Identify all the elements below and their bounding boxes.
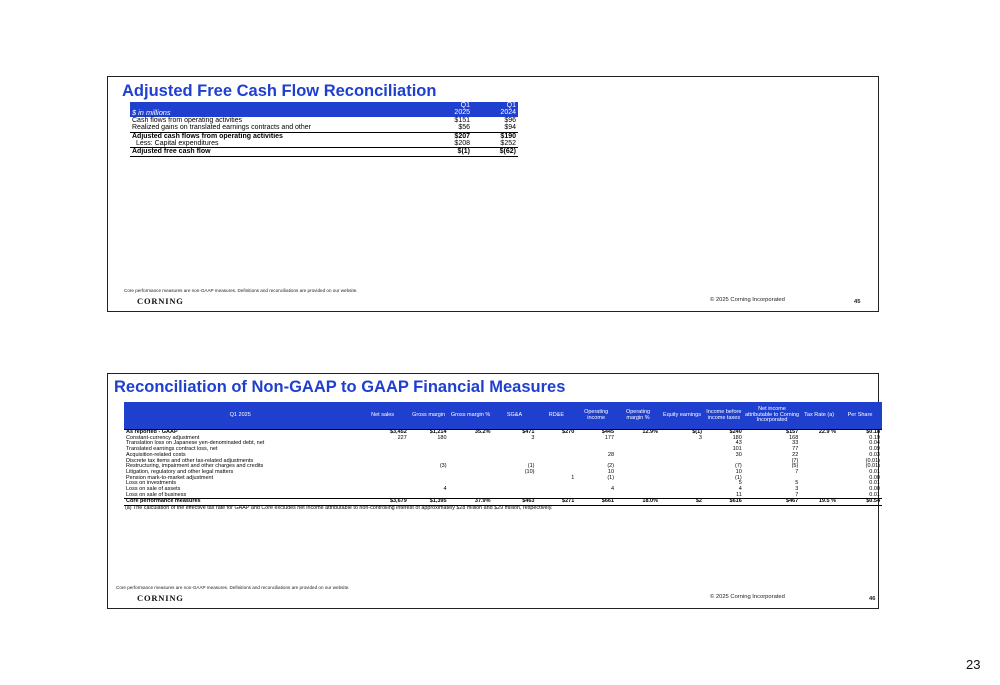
table-row: [130, 117, 518, 124]
row-label: Loss on investments: [126, 480, 177, 487]
cell: (1): [527, 463, 535, 470]
cell: 43: [735, 440, 742, 447]
cell: (10): [524, 468, 535, 475]
row-label: Adjusted free cash flow: [130, 148, 426, 156]
cell: $(1): [426, 148, 472, 156]
cell: 180: [732, 434, 742, 441]
slide-page-number: 45: [854, 299, 861, 305]
row-label: Loss on sale of assets: [126, 486, 181, 493]
unit-label: $ in millions: [130, 102, 426, 117]
slide-page-number: 46: [869, 596, 876, 602]
row-label: Loss on sale of business: [126, 491, 187, 498]
column-header: Income before income taxes: [704, 402, 744, 430]
cell: $157: [744, 430, 801, 436]
corning-logo: CORNING: [137, 296, 184, 306]
cell: $463: [493, 499, 537, 506]
cell: 11: [736, 491, 742, 498]
slide-title: Adjusted Free Cash Flow Reconciliation: [122, 82, 437, 100]
row-label: Translation loss on Japanese yen-denominated debt, net: [126, 440, 265, 447]
column-header: Gross margin %: [449, 402, 493, 430]
cell: $1,214: [409, 430, 449, 436]
cell: $0.54: [838, 499, 882, 506]
corning-logo: CORNING: [137, 593, 184, 603]
cell: 12.9%: [616, 430, 660, 436]
cell: (0.01): [865, 457, 880, 464]
row-label: Translated earnings contract loss, net: [126, 446, 218, 453]
cell: (7): [735, 463, 742, 470]
free-cash-flow-table: [130, 102, 518, 157]
cell: 0.04: [869, 440, 880, 447]
slide-45: [107, 76, 879, 312]
document-page-number: 23: [966, 657, 981, 672]
cell: 3: [531, 434, 535, 441]
column-header: Operating margin %: [616, 402, 660, 430]
column-header: Q1 2025: [426, 102, 472, 117]
cell: 5: [795, 480, 799, 487]
cell: $467: [744, 499, 801, 506]
cell: 0.01: [869, 468, 880, 475]
row-label: Litigation, regulatory and other legal matters: [126, 468, 234, 475]
cell: 4: [610, 486, 615, 493]
cell: $(62): [472, 148, 518, 156]
cell: $3,452: [356, 430, 408, 436]
column-header: RD&E: [536, 402, 576, 430]
row-label: Restructuring, impairment and other charges and credits: [126, 463, 264, 470]
row-label: Realized gains on translated earnings contracts and other: [132, 124, 311, 132]
cell: (0.01): [865, 463, 880, 470]
cell: 168: [789, 434, 799, 441]
cell: $471: [493, 430, 537, 436]
column-header: Per Share: [838, 402, 882, 430]
cell: (1): [607, 474, 615, 481]
cell: 3: [795, 486, 799, 493]
cell: $271: [536, 499, 576, 506]
cell: $1,395: [409, 499, 449, 506]
row-label: Constant-currency adjustment: [126, 434, 200, 441]
cell: (7): [791, 457, 799, 464]
copyright: © 2025 Corning Incorporated: [710, 594, 785, 600]
cell: 0.09: [869, 446, 880, 453]
row-label: Discrete tax items and other tax-related adjustments: [126, 457, 254, 464]
cell: 4: [738, 486, 742, 493]
cell: (5): [791, 463, 799, 470]
cell: 33: [792, 440, 799, 447]
cell: 0.00: [869, 474, 880, 481]
cell: $151: [454, 116, 470, 124]
column-header: SG&A: [493, 402, 537, 430]
table-row: [130, 124, 518, 132]
cell: $2: [660, 499, 704, 506]
cell: 4: [443, 486, 447, 493]
cell: 19.5 %: [800, 499, 838, 506]
table-row: [130, 140, 518, 148]
column-header: Tax Rate (a): [800, 402, 838, 430]
cell: 10: [735, 468, 742, 475]
cell: 18.0%: [616, 499, 660, 506]
row-label: Acquisition-related costs: [126, 451, 186, 458]
cell: 10: [607, 468, 615, 475]
table-header-row: [130, 102, 518, 117]
cell: 0.01: [869, 480, 880, 487]
row-label: Core performance measures: [124, 499, 356, 506]
row-label: Adjusted cash flows from operating activities: [130, 132, 426, 140]
cell: 227: [397, 434, 407, 441]
cell: $270: [536, 430, 576, 436]
cell: 0.01: [869, 491, 880, 498]
cell: (2): [607, 463, 615, 470]
cell: $(1): [660, 430, 704, 436]
cell: 177: [604, 434, 615, 441]
cell: $0.18: [838, 430, 882, 436]
cell: 5: [738, 480, 742, 487]
tax-rate-note: (a) The calculation of the effective tax rate for GAAP and Core excludes net income attributable to non-controlling interest of approximately $28 million and $29 million, respectively.: [125, 505, 553, 511]
cell: 28: [607, 451, 615, 458]
table-header-row: [124, 402, 882, 430]
cell: 0.00: [869, 486, 880, 493]
cell: $661: [576, 499, 616, 506]
cell: 30: [735, 451, 742, 458]
row-label: Cash flows from operating activities: [132, 116, 243, 124]
row-label: As reported - GAAP: [124, 430, 356, 436]
footnote: Core performance measures are non-GAAP measures. Definitions and reconciliations are provided on our website.: [116, 585, 350, 590]
column-header: Operating income: [576, 402, 616, 430]
slide-title: Reconciliation of Non-GAAP to GAAP Financial Measures: [114, 378, 566, 396]
cell: $208: [454, 140, 470, 148]
cell: (1): [735, 474, 742, 481]
slide-46: [107, 373, 879, 609]
cell: 22: [792, 451, 799, 458]
cell: $190: [472, 132, 518, 140]
copyright: © 2025 Corning Incorporated: [710, 297, 785, 303]
cell: 37.9%: [449, 499, 493, 506]
cell: 0.03: [869, 451, 880, 458]
footnote: Core performance measures are non-GAAP measures. Definitions and reconciliations are provided on our website.: [124, 288, 358, 293]
cell: 7: [795, 468, 799, 475]
cell: 180: [437, 434, 447, 441]
column-header: Net income attributable to Corning Incorporated: [744, 402, 801, 430]
column-header: Q1 2025: [124, 402, 356, 430]
table-row: [130, 132, 518, 140]
column-header: Gross margin: [409, 402, 449, 430]
column-header: Q1 2024: [472, 102, 518, 117]
cell: 22.9 %: [800, 430, 838, 436]
cell: $3,679: [356, 499, 408, 506]
cell: $94: [504, 124, 516, 132]
cell: (3): [439, 463, 447, 470]
cell: $96: [504, 116, 516, 124]
column-header: Net sales: [356, 402, 408, 430]
cell: $207: [426, 132, 472, 140]
reconciliation-table: [124, 402, 882, 506]
cell: 7: [795, 491, 799, 498]
row-label: Less: Capital expenditures: [136, 140, 219, 148]
cell: 3: [698, 434, 702, 441]
cell: $56: [458, 124, 470, 132]
cell: $240: [704, 430, 744, 436]
cell: 101: [732, 446, 742, 453]
cell: $252: [500, 140, 516, 148]
table-row: [130, 148, 518, 156]
cell: $616: [704, 499, 744, 506]
cell: 35.2%: [449, 430, 493, 436]
cell: 77: [792, 446, 799, 453]
cell: 1: [571, 474, 575, 481]
column-header: Equity earnings: [660, 402, 704, 430]
row-label: Pension mark-to-market adjustment: [126, 474, 214, 481]
cell: $445: [576, 430, 616, 436]
cell: 0.19: [869, 434, 880, 441]
